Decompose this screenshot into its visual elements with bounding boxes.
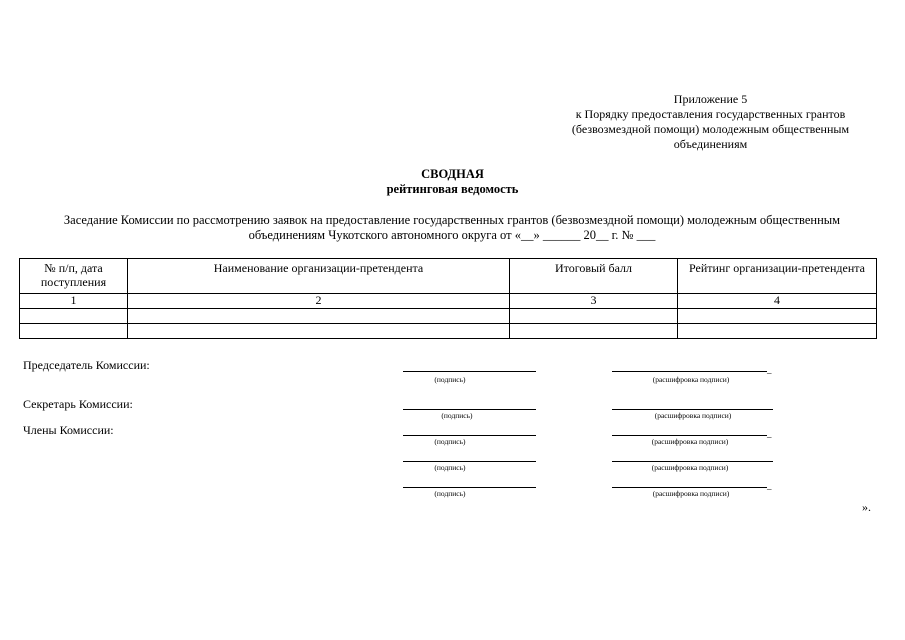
table-cell: [20, 309, 128, 324]
table-row: [20, 324, 877, 339]
member-1-decode-caption: (расшифровка подписи): [651, 437, 729, 446]
members-label: Члены Комиссии:: [23, 423, 114, 437]
table-row: [20, 309, 877, 324]
title-main: СВОДНАЯ: [421, 167, 484, 181]
column-header-rating: Рейтинг организации-претендента: [678, 259, 877, 294]
table-cell: [510, 324, 678, 339]
member-3-decode-tail: _: [767, 481, 772, 491]
appendix-number: Приложение 5: [673, 92, 748, 106]
appendix-reference-line-2: (безвозмездной помощи) молодежным общественным: [571, 122, 850, 136]
secretary-decode-caption: (расшифровка подписи): [654, 411, 732, 420]
chairman-decode-line: [612, 371, 767, 372]
secretary-signature-line: [403, 409, 536, 410]
appendix-block: [548, 92, 873, 152]
table-cell: [128, 324, 510, 339]
column-number-1: 1: [20, 294, 128, 309]
secretary-decode-line: [612, 409, 773, 410]
table-cell: [510, 309, 678, 324]
member-3-signature-line: [403, 487, 536, 488]
closing-quote: ».: [862, 500, 871, 514]
member-1-signature-caption: (подпись): [434, 437, 466, 446]
document-title: [300, 167, 605, 197]
chairman-label: Председатель Комиссии:: [23, 358, 150, 372]
table-cell: [678, 309, 877, 324]
member-2-signature-line: [403, 461, 536, 462]
table-cell: [128, 309, 510, 324]
column-header-total-score: Итоговый балл: [510, 259, 678, 294]
meeting-line-2: объединениям Чукотского автономного округа от «__» ______ 20__ г. № ___: [248, 228, 656, 242]
secretary-label: Секретарь Комиссии:: [23, 397, 133, 411]
member-2-signature-caption: (подпись): [434, 463, 466, 472]
chairman-decode-caption: (расшифровка подписи): [652, 375, 730, 384]
table-cell: [20, 324, 128, 339]
column-number-row: [20, 294, 877, 309]
column-number-4: 4: [678, 294, 877, 309]
member-2-decode-caption: (расшифровка подписи): [651, 463, 729, 472]
member-3-decode-line: [612, 487, 767, 488]
chairman-signature-line: [403, 371, 536, 372]
title-sub: рейтинговая ведомость: [386, 182, 519, 196]
chairman-decode-tail: _: [767, 365, 772, 375]
column-header-organization: Наименование организации-претендента: [128, 259, 510, 294]
meeting-description: [20, 213, 884, 243]
member-1-signature-line: [403, 435, 536, 436]
secretary-signature-caption: (подпись): [441, 411, 473, 420]
member-1-decode-line: [612, 435, 767, 436]
appendix-reference-line-1: к Порядку предоставления государственных грантов: [575, 107, 846, 121]
member-1-decode-tail: _: [767, 429, 772, 439]
table-header-row: [20, 259, 877, 294]
column-number-2: 2: [128, 294, 510, 309]
meeting-line-1: Заседание Комиссии по рассмотрению заявок на предоставление государственных грантов (безвозмездной помощи) молодежным общественным: [63, 213, 841, 227]
rating-table: [19, 258, 877, 339]
member-3-decode-caption: (расшифровка подписи): [652, 489, 730, 498]
appendix-reference-line-3: объединениям: [673, 137, 748, 151]
member-3-signature-caption: (подпись): [434, 489, 466, 498]
member-2-decode-line: [612, 461, 773, 462]
column-header-number-date: № п/п, дата поступления: [20, 259, 128, 294]
chairman-signature-caption: (подпись): [434, 375, 466, 384]
column-number-3: 3: [510, 294, 678, 309]
table-cell: [678, 324, 877, 339]
